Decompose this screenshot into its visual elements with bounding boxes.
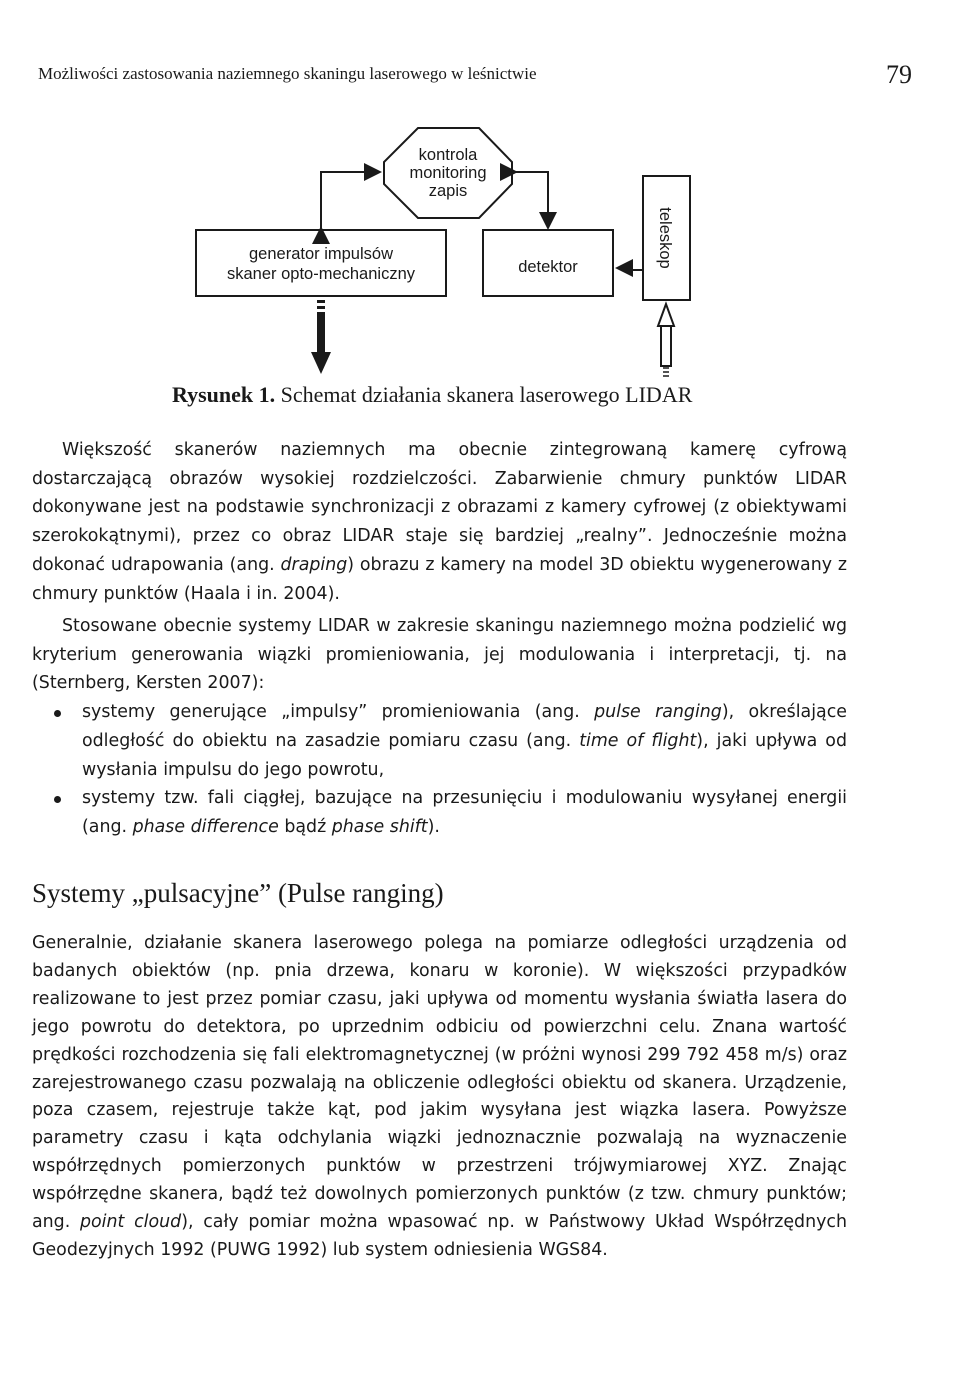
paragraph3-part2: ), cały pomiar można wpasować np. w Państwowy Układ Współrzędnych Geodezyjnych 1992 (PUWG 1992) lub system odniesienia WGS84. (32, 1212, 847, 1260)
term-draping: draping (280, 554, 348, 575)
paragraph-pulse-ranging (32, 930, 847, 1265)
control-line-2: monitoring (409, 164, 487, 182)
generator-line-1: generator impulsów (249, 245, 393, 263)
figure-caption (172, 382, 792, 408)
bullet1-part3: ), jaki upływa od wysłania impulsu do jego powrotu, (82, 730, 847, 780)
section-heading: Systemy „pulsacyjne” (Pulse ranging) (32, 878, 444, 908)
paragraph-camera-integration (32, 436, 847, 608)
system-types-list (32, 698, 847, 842)
term-time-of-flight: time of flight (579, 730, 697, 751)
lidar-diagram (0, 0, 960, 380)
paragraph-lidar-systems (32, 612, 847, 842)
bullet2-part3: ). (427, 816, 440, 837)
detector-label: detektor (518, 258, 578, 276)
returning-beam-arrow (658, 304, 674, 376)
bullet-icon (54, 710, 61, 717)
generator-line-2: skaner opto-mechaniczny (226, 265, 416, 283)
connector-telescope-detector (617, 268, 643, 270)
connector-control-detector (516, 172, 548, 228)
telescope-label: teleskop (656, 207, 674, 269)
bullet2-part1: systemy tzw. fali ciągłej, bazujące na przesunięciu i modulowaniu wysyłanej energii (ang. (82, 788, 847, 837)
list-item (82, 784, 847, 841)
term-point-cloud: point cloud (80, 1212, 182, 1233)
bullet-icon (54, 796, 61, 803)
control-line-1: kontrola (418, 146, 478, 164)
term-phase-difference: phase difference (132, 816, 279, 837)
paragraph3-part1: Generalnie, działanie skanera laserowego polega na pomiarze odległości urządzenia od badanych obiektów (np. pnia drzewa, konaru w koronie). W większości przypadków realizowane to jest przez pomiar czasu, jaki upływa od momentu wysłania światła lasera do jego powrotu do detektora, po uprzednim odbiciu od powierzchni celu. Znana wartość prędkości rozchodzenia się fali elektromagnetycznej (w próżni wynosi 299 792 458 m/s) oraz zarejestrowanego czasu pozwalają na obliczenie odległości obiektu od skanera. Urządzenie, poza czasem, rejestruje także kąt, pod jakim wysyłana jest wiązka lasera. Powyższe parametry czasu i kąta odchylania wiązki jednoznacznie pozwalają na wyznaczenie współrzędnych pomierzonych punktów w przestrzeni trójwymiarowej XYZ. Znając współrzędne skanera, bądź też dowolnych pomierzonych punktów (z tzw. chmury punktów; ang. (32, 933, 847, 1233)
lidar-diagram-svg (0, 0, 960, 380)
outgoing-beam-arrow (311, 300, 331, 374)
running-title: Możliwości zastosowania naziemnego skaningu laserowego w leśnictwie (38, 64, 537, 83)
term-phase-shift: phase shift (331, 816, 428, 837)
bullet1-part2: ), określające odległość do obiektu na zasadzie pomiaru czasu (ang. (82, 702, 847, 751)
paragraph2-lead: Stosowane obecnie systemy LIDAR w zakresie skaningu naziemnego można podzielić wg kryterium generowania wiązki promieniowania, jej modulowania i interpretacji, tj. na (Sternberg, Kersten 2007): (32, 616, 847, 694)
paragraph1-part2: ) obrazu z kamery na model 3D obiektu wygenerowany z chmury punktów (Haala i in. 2004). (32, 554, 847, 604)
term-pulse-ranging: pulse ranging (594, 702, 722, 723)
list-item (82, 698, 847, 784)
generator-box (196, 230, 446, 296)
page-number: 79 (886, 60, 912, 89)
bullet2-part2: bądź (278, 816, 332, 837)
figure-caption-label: Rysunek 1. (172, 382, 276, 407)
paragraph1-part1: Większość skanerów naziemnych ma obecnie zintegrowaną kamerę cyfrową dostarczającą obrazów wysokiej rozdzielczości. Zabarwienie chmury punktów LIDAR dokonywane jest na podstawie synchronizacji z obrazami z kamery cyfrowej (z obiektywami szerokokątnymi), przez co obraz LIDAR staje się bardziej „realny”. Jednocześnie można dokonać udrapowania (ang. (32, 440, 847, 575)
bullet1-part1: systemy generujące „impulsy” promieniowania (ang. (82, 702, 595, 723)
figure-caption-text: Schemat działania skanera laserowego LIDAR (275, 382, 693, 407)
control-line-3: zapis (428, 182, 468, 200)
connector-control-generator (321, 172, 380, 228)
